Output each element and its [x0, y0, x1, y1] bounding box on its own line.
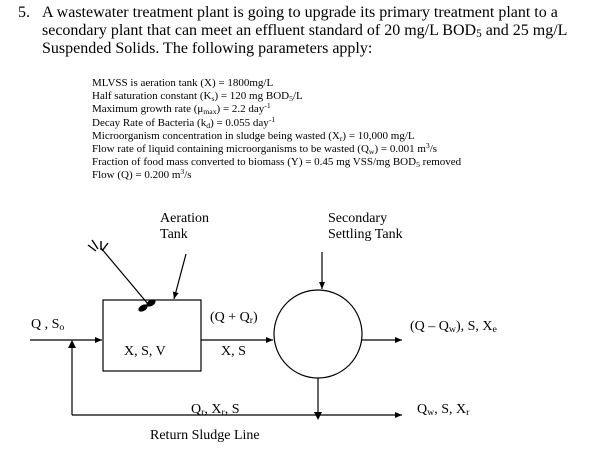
aeration-tank-box [103, 300, 201, 371]
return-arrowhead [68, 340, 76, 348]
tank-state-label: X, S, V [124, 344, 166, 359]
settling-tank-circle [274, 290, 362, 378]
param-waste-flow: Flow rate of liquid containing microorganisms to be wasted $(Q_w) = 0.001$ $m^3/s$ [92, 141, 438, 157]
mixer-motor-icon [88, 240, 108, 251]
question-number: 5. [18, 4, 30, 21]
param-yield: Fraction of food mass converted to biomass (Y) = 0.45 mg VSS/mg $BOD_5$ removed [92, 156, 462, 170]
inflow-label: Q , $S_o$ [31, 317, 65, 333]
param-sludge-concentration: Microorganism concentration in sludge being wasted $(X_r) = 10,000$ mg/L [92, 129, 415, 143]
aeration-label-arrow [174, 254, 186, 299]
question-line-1: A wastewater treatment plant is going to upgrade its primary treatment plant to a [42, 4, 558, 21]
question-line-2: secondary plant that can meet an effluent standard of 20 mg/L $BOD_5$ and 25 mg/L [42, 22, 568, 40]
aeration-tank-label: Aeration Tank [160, 211, 209, 242]
param-decay-rate: Decay Rate of Bacteria $(k_d) = 0.055$ day$^{-1}$ [92, 114, 276, 130]
question-line-3: Suspended Solids. The following parameters apply: [42, 40, 373, 57]
mixer-shaft [101, 248, 148, 304]
waste-label: $Q_w$, S, $X_r$ [417, 402, 470, 418]
param-half-saturation: Half saturation constant $(K_s) = 120$ mg $BOD_5/L$ [92, 90, 303, 104]
transfer-state-label: X, S [221, 344, 246, 359]
param-flow: Flow (Q) = 0.200 $m^3/s$ [92, 167, 192, 182]
settling-tank-label: Secondary Settling Tank [328, 211, 403, 242]
underflow-arrowhead [314, 412, 322, 420]
return-sludge-line-label: Return Sludge Line [150, 428, 260, 443]
param-max-growth: Maximum growth rate $(\mu_{max}) = 2.2$ day$^{-1}$ [92, 101, 271, 117]
recycle-label: $Q_r$, $X_r$, S [191, 402, 240, 418]
effluent-label: $(Q - Q_w)$, S, $X_e$ [410, 319, 497, 335]
param-mlvss: MLVSS is aeration tank (X) = 1800mg/L [92, 77, 274, 89]
transfer-flow-label: $(Q + Q_r)$ [210, 310, 258, 326]
